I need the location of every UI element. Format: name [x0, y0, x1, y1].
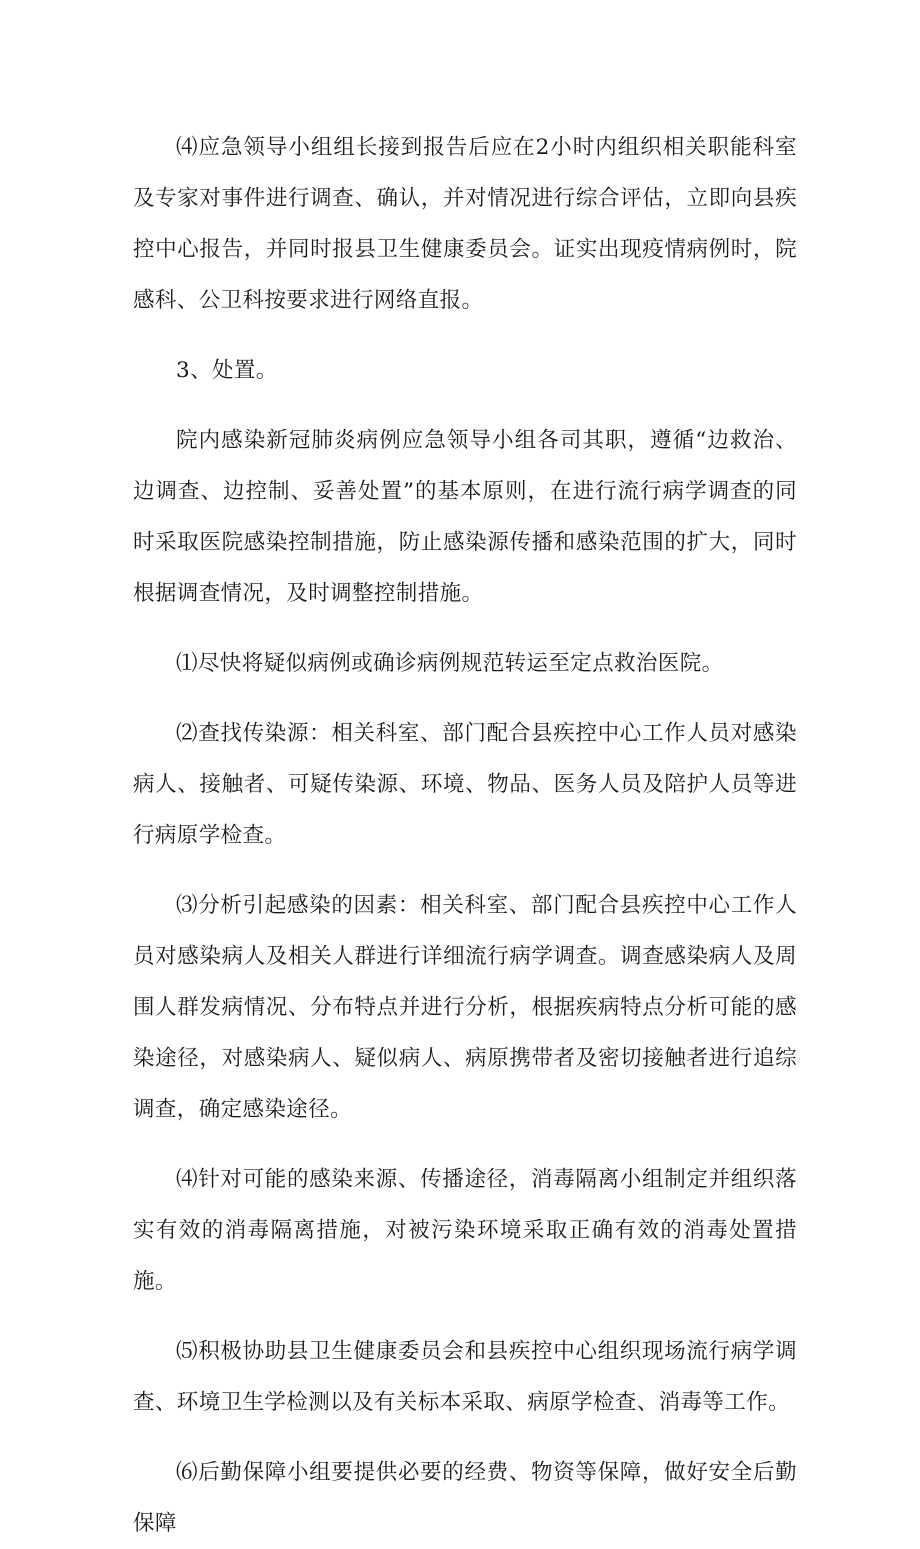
section-heading-disposal: 3、处置。	[176, 358, 278, 383]
paragraph-disinfection-isolation: ⑷针对可能的感染来源、传播途径，消毒隔离小组制定并组织落实有效的消毒隔离措施，对被污染环境采取正确有效的消毒处置措施。	[133, 1167, 797, 1294]
paragraph-assist-investigation: ⑸积极协助县卫生健康委员会和县疾控中心组织现场流行病学调查、环境卫生学检测以及有关标本采取、病原学检查、消毒等工作。	[133, 1339, 797, 1415]
paragraph-find-infection-source: ⑵查找传染源：相关科室、部门配合县疾控中心工作人员对感染病人、接触者、可疑传染源、环境、物品、医务人员及陪护人员等进行病原学检查。	[133, 721, 797, 848]
paragraph-analyze-infection-factors: ⑶分析引起感染的因素：相关科室、部门配合县疾控中心工作人员对感染病人及相关人群进行详细流行病学调查。调查感染病人及周围人群发病情况、分布特点并进行分析，根据疾病特点分析可能的感染途径，对感染病人、疑似病人、病原携带者及密切接触者进行追综调查，确定感染途径。	[133, 893, 797, 1122]
paragraph-report-procedure: ⑷应急领导小组组长接到报告后应在2小时内组织相关职能科室及专家对事件进行调查、确认，并对情况进行综合评估，立即向县疾控中心报告，并同时报县卫生健康委员会。证实出现疫情病例时，院感科、公卫科按要求进行网络直报。	[133, 135, 797, 313]
paragraph-disposal-principles: 院内感染新冠肺炎病例应急领导小组各司其职，遵循“边救治、边调查、边控制、妥善处置”的基本原则，在进行流行病学调查的同时采取医院感染控制措施，防止感染源传播和感染范围的扩大，同时根据调查情况，及时调整控制措施。	[133, 428, 797, 606]
paragraph-logistics-support: ⑹后勤保障小组要提供必要的经费、物资等保障，做好安全后勤保障	[133, 1460, 797, 1536]
paragraph-transfer-patients: ⑴尽快将疑似病例或确诊病例规范转运至定点救治医院。	[176, 651, 724, 676]
document-body	[133, 122, 797, 1549]
